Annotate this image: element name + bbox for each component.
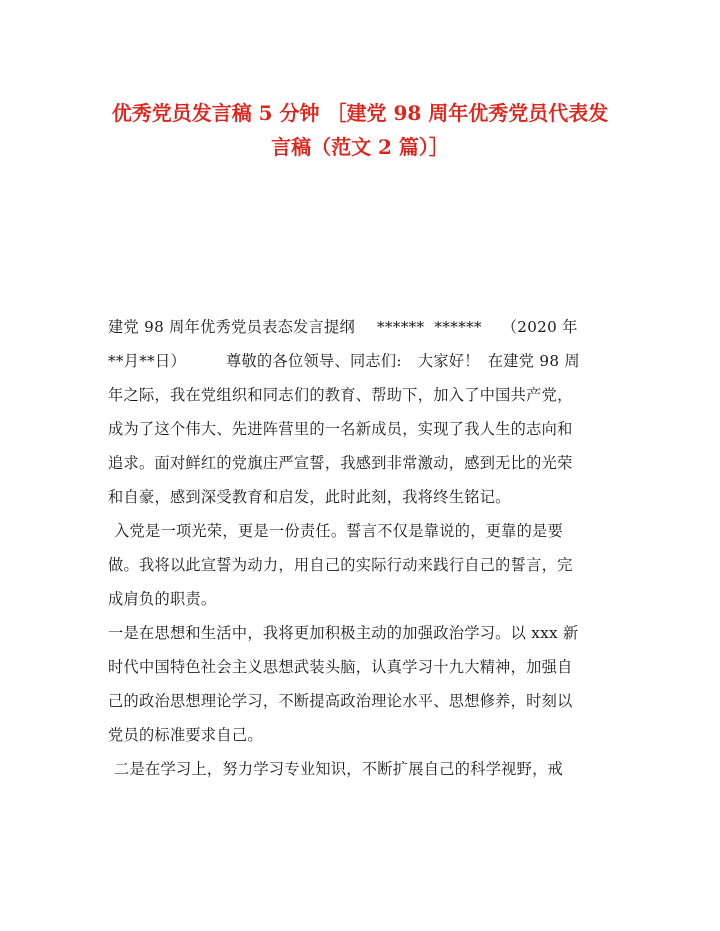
body-text: 在建党 98 周 bbox=[487, 352, 580, 370]
body-text: （2020 年 bbox=[501, 318, 578, 336]
body-line bbox=[108, 310, 608, 344]
title-line-2: 言稿（范文 2 篇）］ bbox=[271, 135, 449, 159]
body-line: 成肩负的职责。 bbox=[108, 590, 217, 608]
body-text: **月**日） bbox=[108, 352, 187, 370]
title-line-1: 优秀党员发言稿 5 分钟 ［建党 98 周年优秀党员代表发 bbox=[111, 101, 609, 125]
body-line bbox=[108, 344, 608, 378]
body-line: 党员的标准要求自己。 bbox=[108, 726, 263, 744]
body-text: 大家好！ bbox=[417, 352, 480, 370]
body-line: 时代中国特色社会主义思想武装头脑，认真学习十九大精神，加强自 bbox=[108, 658, 573, 676]
body-line: 己的政治思想理论学习，不断提高政治理论水平、思想修养，时刻以 bbox=[108, 692, 573, 710]
body-text: ****** bbox=[377, 318, 425, 336]
body-text: 建党 98 周年优秀党员表态发言提纲 bbox=[108, 318, 356, 336]
document-title bbox=[100, 96, 620, 164]
body-text: ****** bbox=[434, 318, 482, 336]
document-body bbox=[108, 310, 608, 786]
body-line: 成为了这个伟大、先进阵营里的一名新成员，实现了我人生的志向和 bbox=[108, 420, 573, 438]
body-line: 追求。面对鲜红的党旗庄严宣誓，我感到非常激动，感到无比的光荣 bbox=[108, 454, 573, 472]
body-line: 二是在学习上，努力学习专业知识，不断扩展自己的科学视野，戒 bbox=[114, 760, 564, 778]
body-line: 一是在思想和生活中，我将更加积极主动的加强政治学习。以 xxx 新 bbox=[108, 624, 579, 642]
body-line: 入党是一项光荣，更是一份责任。誓言不仅是靠说的，更靠的是要 bbox=[114, 522, 564, 540]
body-line: 做。我将以此宣誓为动力，用自己的实际行动来践行自己的誓言，完 bbox=[108, 556, 573, 574]
body-line: 年之际，我在党组织和同志们的教育、帮助下，加入了中国共产党， bbox=[108, 386, 573, 404]
body-text: 尊敬的各位领导、同志们: bbox=[226, 352, 402, 370]
body-line: 和自豪，感到深受教育和启发，此时此刻，我将终生铭记。 bbox=[108, 488, 511, 506]
